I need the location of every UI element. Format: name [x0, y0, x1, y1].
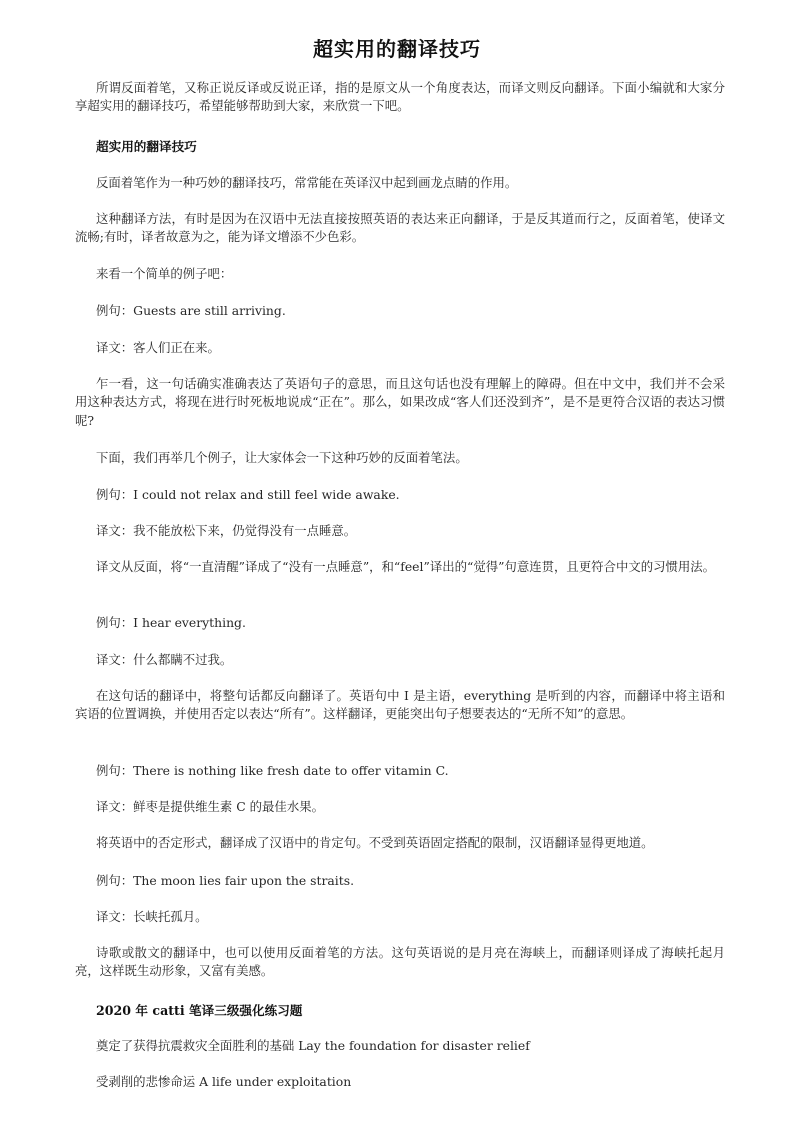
example-4: 例句：There is nothing like fresh date to offer vitamin C. — [96, 763, 449, 778]
example-2: 例句：I could not relax and still feel wide awake. — [96, 487, 400, 502]
example-5: 例句：The moon lies fair upon the straits. — [96, 873, 355, 888]
section-heading-catti: 2020 年 catti 笔译三级强化练习题 — [96, 1003, 303, 1018]
paragraph-9: 诗歌或散文的翻译中，也可以使用反面着笔的方法。这句英语说的是月亮在海峡上，而翻译则译成了海峡托起月亮，这样既生动形象，又富有美感。 — [75, 945, 725, 979]
vocab-item-1: 奠定了获得抗震救灾全面胜利的基础 Lay the foundation for disaster relief — [96, 1038, 530, 1053]
paragraph-5: 下面，我们再举几个例子，让大家体会一下这种巧妙的反面着笔法。 — [96, 450, 468, 465]
paragraph-4: 乍一看，这一句话确实准确表达了英语句子的意思，而且这句话也没有理解上的障碍。但在中文中，我们并不会采用这种表达方式，将现在进行时死板地说成“正在”。那么，如果改成“客人们还没到齐”，是不是更符合汉语的表达习惯呢? — [75, 376, 725, 428]
paragraph-3: 来看一个简单的例子吧： — [96, 266, 233, 281]
intro-paragraph: 所谓反面着笔，又称正说反译或反说正译，指的是原文从一个角度表达，而译文则反向翻译。下面小编就和大家分享超实用的翻译技巧，希望能够帮助到大家，来欣赏一下吧。 — [75, 80, 725, 114]
example-1: 例句：Guests are still arriving. — [96, 303, 286, 318]
page-title: 超实用的翻译技巧 — [313, 37, 481, 61]
paragraph-7: 在这句话的翻译中，将整句话都反向翻译了。英语句中 I 是主语，everything 是听到的内容，而翻译中将主语和宾语的位置调换，并使用否定以表达“所有”。这样翻译，更能突出句子想要表达的“无所不知”的意思。 — [75, 688, 725, 722]
translation-2: 译文：我不能放松下来，仍觉得没有一点睡意。 — [96, 523, 357, 538]
vocab-item-2: 受剥削的悲惨命运 A life under exploitation — [96, 1074, 352, 1089]
translation-4: 译文：鲜枣是提供维生素 C 的最佳水果。 — [96, 799, 324, 814]
example-3: 例句：I hear everything. — [96, 615, 246, 630]
paragraph-6: 译文从反面，将“一直清醒”译成了“没有一点睡意”，和“feel”译出的“觉得”句意连贯，且更符合中文的习惯用法。 — [96, 559, 716, 574]
section-heading-tips: 超实用的翻译技巧 — [96, 139, 197, 154]
paragraph-2: 这种翻译方法，有时是因为在汉语中无法直接按照英语的表达来正向翻译，于是反其道而行之，反面着笔，使译文流畅;有时，译者故意为之，能为译文增添不少色彩。 — [75, 211, 725, 245]
paragraph-8: 将英语中的否定形式，翻译成了汉语中的肯定句。不受到英语固定搭配的限制，汉语翻译显得更地道。 — [96, 835, 654, 850]
translation-3: 译文：什么都瞒不过我。 — [96, 652, 233, 667]
translation-1: 译文：客人们正在来。 — [96, 340, 220, 355]
translation-5: 译文：长峡托孤月。 — [96, 909, 208, 924]
paragraph-1: 反面着笔作为一种巧妙的翻译技巧，常常能在英译汉中起到画龙点睛的作用。 — [96, 175, 518, 190]
